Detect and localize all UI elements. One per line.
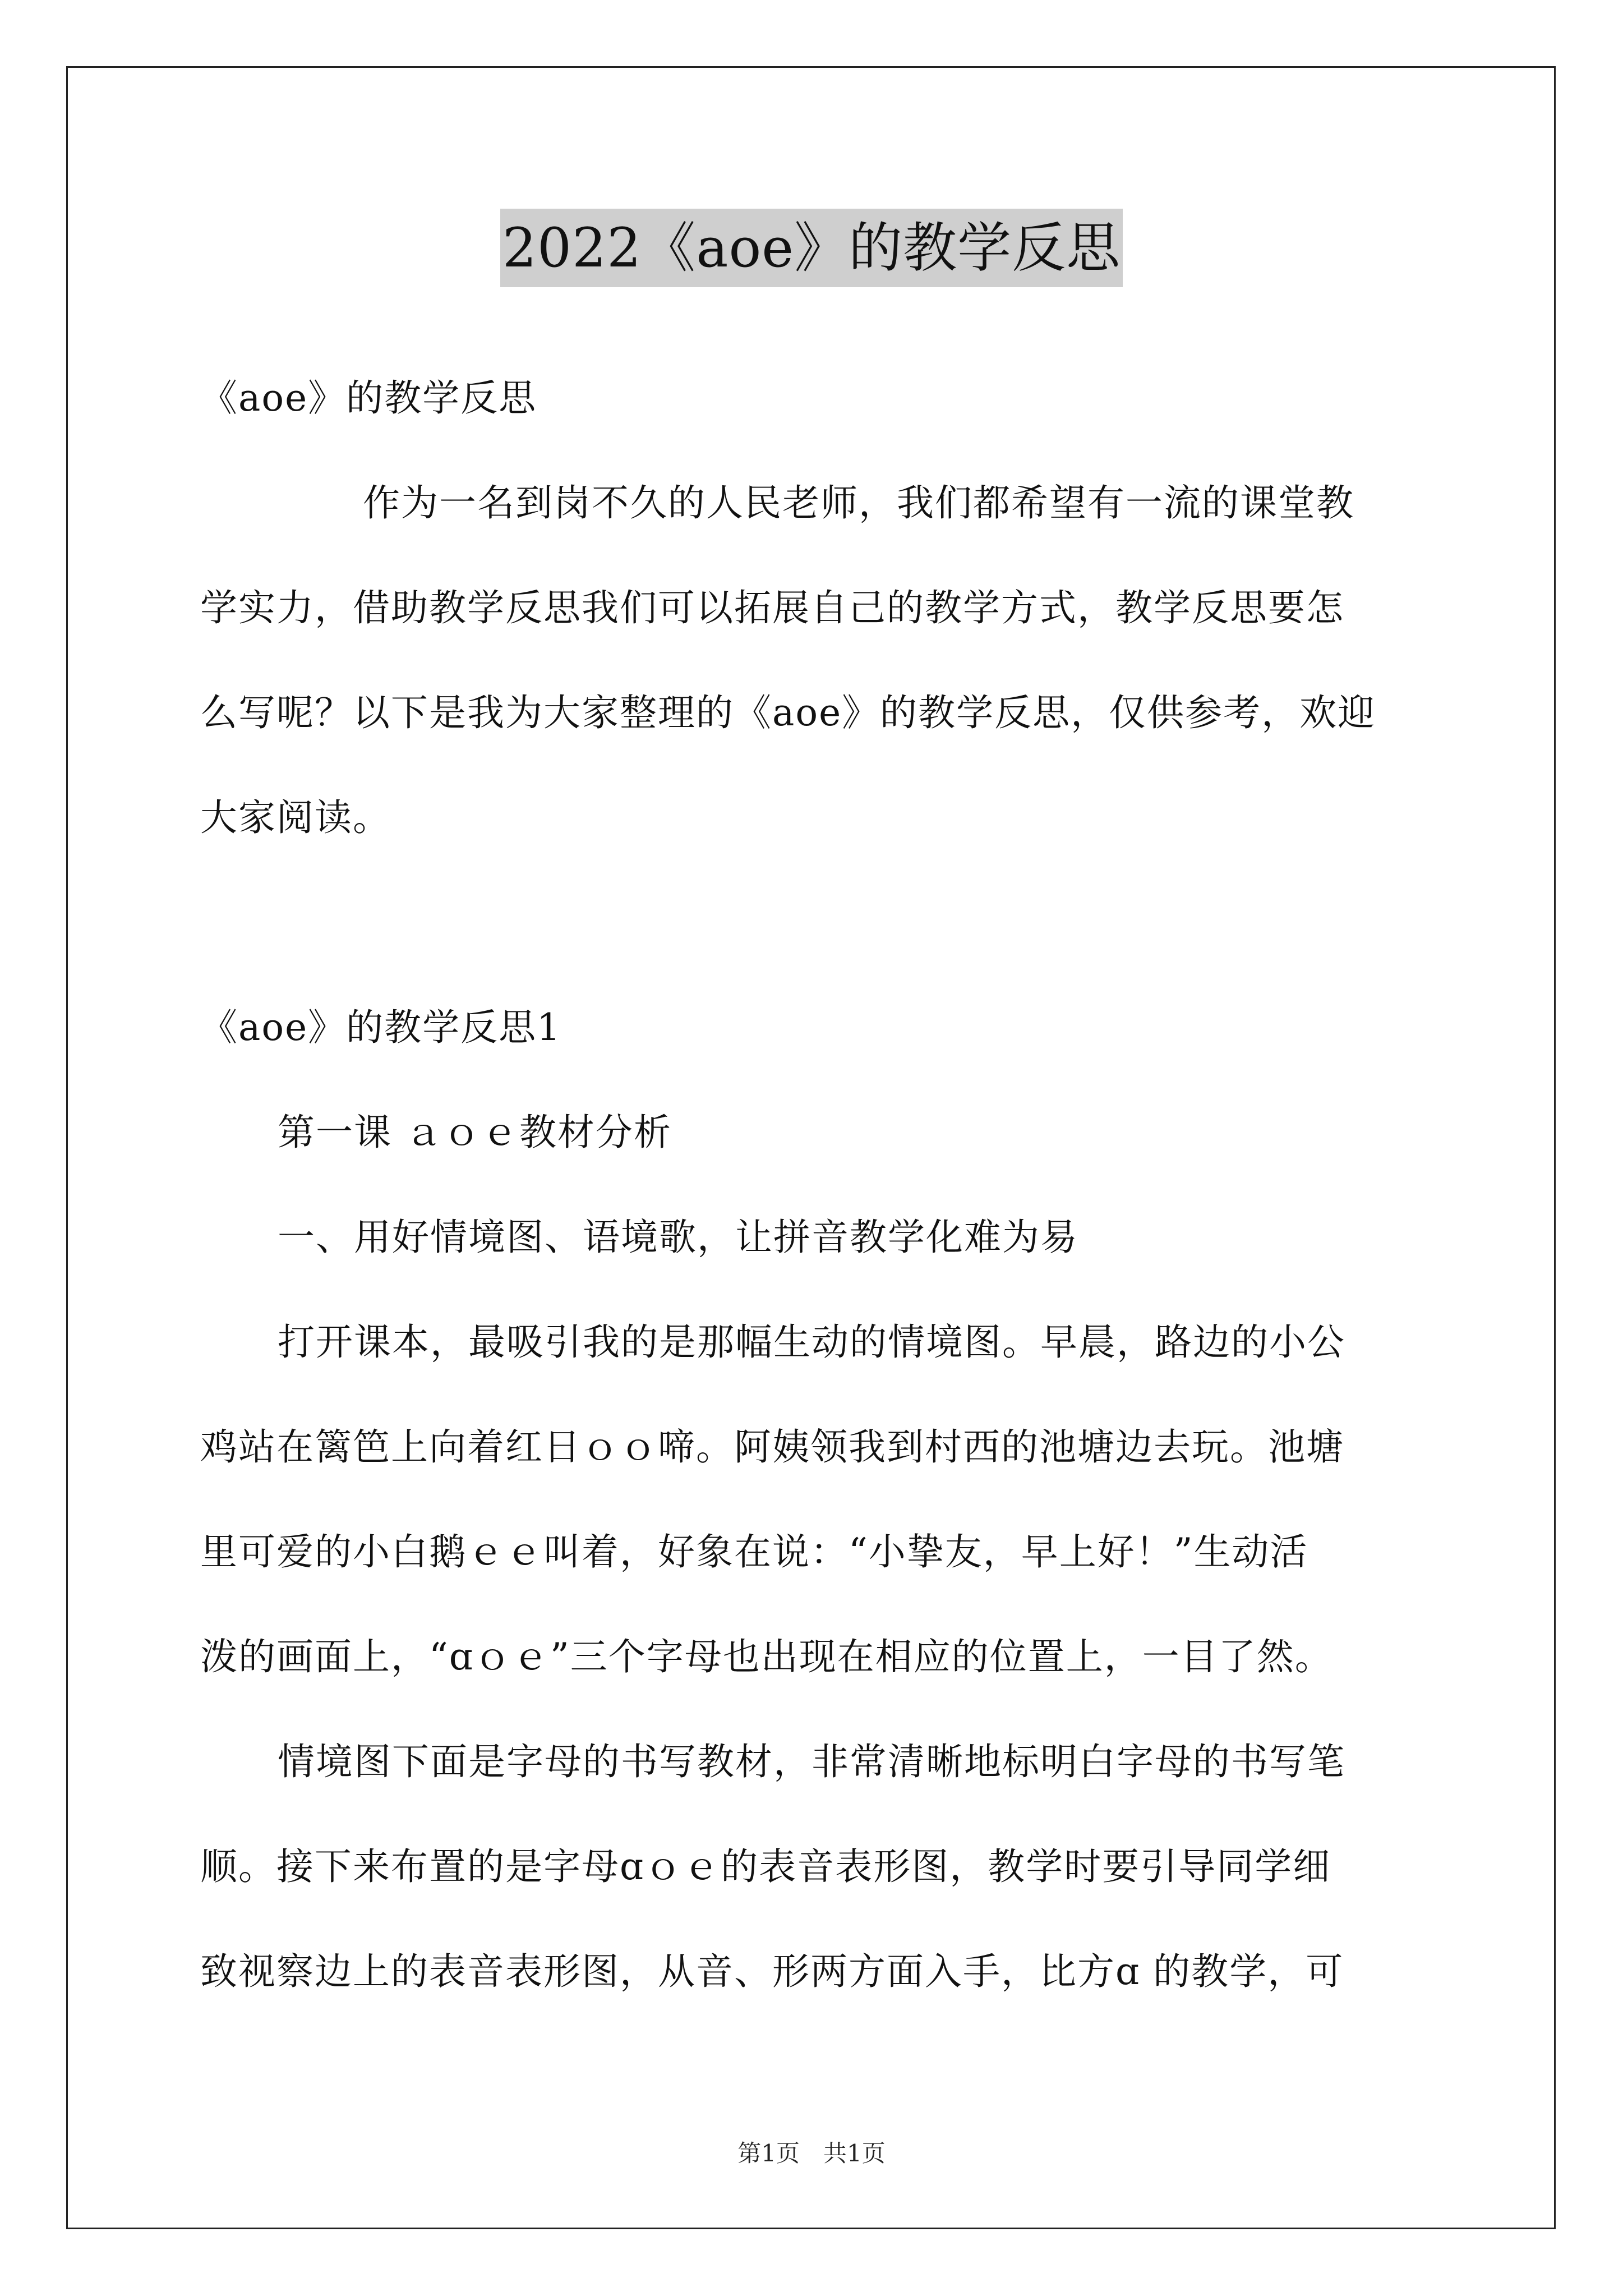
- body-line: 鸡站在篱笆上向着红日ｏｏ啼。阿姨领我到村西的池塘边去玩。池塘: [200, 1425, 1344, 1469]
- page-footer: 第1页 共1页: [737, 2139, 886, 2167]
- body-line: 情境图下面是字母的书写教材，非常清晰地标明白字母的书写笔: [278, 1740, 1345, 1783]
- title-container: [0, 209, 1623, 287]
- body-line: 打开课本，最吸引我的是那幅生动的情境图。早晨，路边的小公: [278, 1320, 1345, 1364]
- intro-line: 么写呢？以下是我为大家整理的《aoe》的教学反思，仅供参考，欢迎: [200, 691, 1376, 734]
- document-body: [200, 346, 1434, 2024]
- body-line: 里可爱的小白鹅ｅｅ叫着，好象在说：“小挚友，早上好！”生动活: [200, 1530, 1308, 1573]
- lesson-title: 第一课 ａｏｅ教材分析: [278, 1111, 672, 1154]
- section-heading: 《aoe》的教学反思1: [200, 1006, 562, 1049]
- subtitle: 《aoe》的教学反思: [200, 376, 537, 420]
- paragraph-gap: [200, 870, 1434, 975]
- intro-line: 作为一名到岗不久的人民老师，我们都希望有一流的课堂教: [363, 481, 1354, 524]
- document-title: 2022《aoe》的教学反思: [500, 209, 1123, 287]
- point-heading: 一、用好情境图、语境歌，让拼音教学化难为易: [278, 1216, 1078, 1259]
- intro-line: 大家阅读。: [200, 796, 391, 839]
- body-line: 泼的画面上，“ɑｏｅ”三个字母也出现在相应的位置上，一目了然。: [200, 1635, 1333, 1678]
- body-line: 致视察边上的表音表形图，从音、形两方面入手，比方ɑ 的教学，可: [200, 1950, 1344, 1993]
- intro-line: 学实力，借助教学反思我们可以拓展自己的教学方式，教学反思要怎: [200, 586, 1344, 629]
- body-line: 顺。接下来布置的是字母ɑｏｅ的表音表形图，教学时要引导同学细: [200, 1845, 1331, 1888]
